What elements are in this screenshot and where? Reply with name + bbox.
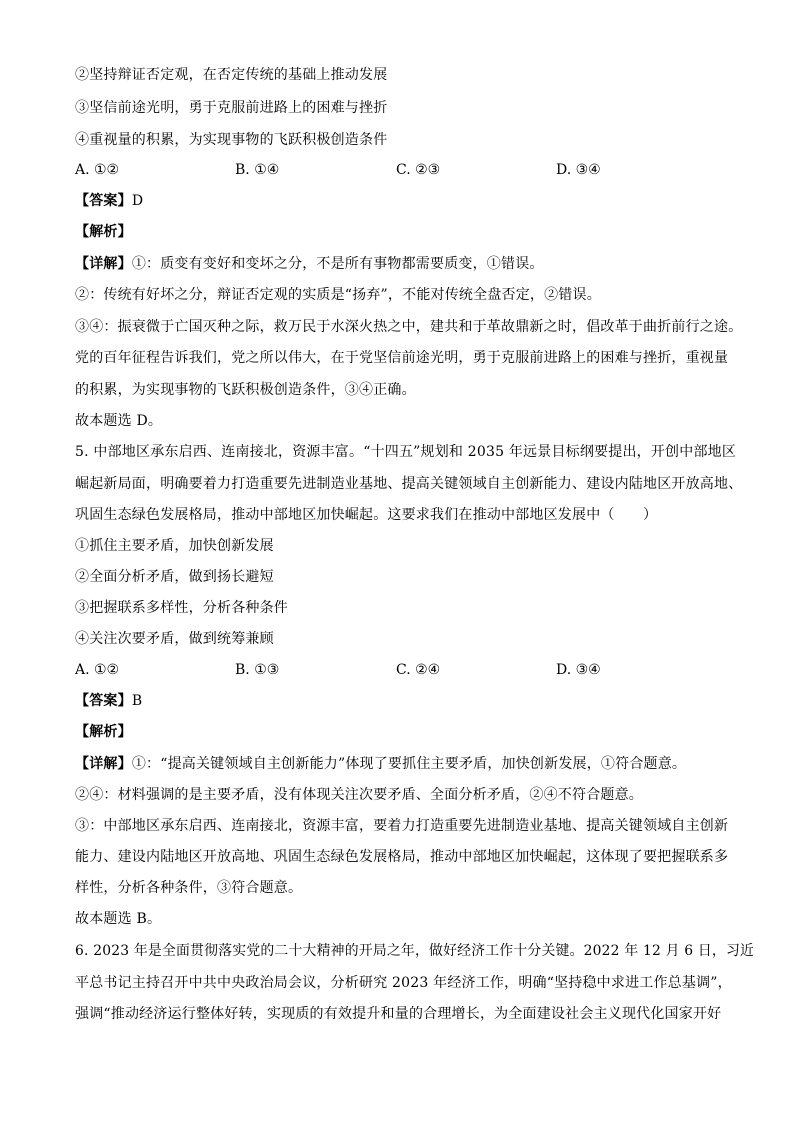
- q5-detail-line: ②④：材料强调的是主要矛盾，没有体现关注次要矛盾、全面分析矛盾，②④不符合题意。: [75, 787, 643, 803]
- q4-option-c: C. ②③: [396, 162, 441, 178]
- q4-analysis-label: 【解析】: [75, 224, 132, 240]
- q4-answer-label: 【答案】: [75, 193, 132, 209]
- q5-detail-label: 【详解】: [75, 756, 132, 772]
- q5-detail-line: 样性，分析各种条件，③符合题意。: [75, 880, 303, 896]
- q4-detail-line: ②：传统有好坏之分，辩证否定观的实质是“扬弃”，不能对传统全盘否定，②错误。: [75, 287, 601, 303]
- q4-detail-line: 的积累，为实现事物的飞跃积极创造条件，③④正确。: [75, 382, 416, 398]
- q4-option-a: A. ①②: [75, 162, 120, 178]
- q5-detail-line: ③：中部地区承东启西、连南接北，资源丰富，要着力打造重要先进制造业基地、提高关键领域自主创新: [75, 818, 729, 834]
- q6-stem-line: 平总书记主持召开中共中央政治局会议，分析研究 2023 年经济工作，明确“坚持稳中求进工作总基调”，: [75, 975, 732, 991]
- q4-answer-value: D: [131, 193, 144, 209]
- q4-statement-3: ③坚信前途光明，勇于克服前进路上的困难与挫折: [75, 100, 388, 116]
- q6-stem-line: 6. 2023 年是全面贯彻落实党的二十大精神的开局之年，做好经济工作十分关键。2022 年 12 月 6 日，习近: [75, 943, 755, 959]
- q5-conclusion: 故本题选 B。: [75, 911, 162, 927]
- q5-detail-line: 能力、建设内陆地区开放高地、巩固生态绿色发展格局，推动中部地区加快崛起，这体现了要把握联系多: [75, 849, 729, 865]
- q4-detail-label: 【详解】: [75, 256, 132, 272]
- q4-statement-4: ④重视量的积累，为实现事物的飞跃积极创造条件: [75, 132, 388, 148]
- q5-statement-3: ③把握联系多样性，分析各种条件: [75, 600, 288, 616]
- q5-option-d: D. ③④: [556, 662, 601, 678]
- q6-stem-line: 强调“推动经济运行整体好转，实现质的有效提升和量的合理增长，为全面建设社会主义现代化国家开好: [75, 1006, 722, 1022]
- q4-statement-2: ②坚持辩证否定观，在否定传统的基础上推动发展: [75, 67, 388, 83]
- q5-statement-2: ②全面分析矛盾，做到扬长避短: [75, 569, 274, 585]
- q5-stem-line: 巩固生态绿色发展格局，推动中部地区加快崛起。这要求我们在推动中部地区发展中（ ）: [75, 507, 658, 523]
- q5-option-c: C. ②④: [396, 662, 441, 678]
- q5-stem-line: 5. 中部地区承东启西、连南接北，资源丰富。“十四五”规划和 2035 年远景目标纲要提出，开创中部地区: [75, 444, 737, 460]
- q4-answer: [75, 193, 143, 209]
- q4-option-d: D. ③④: [556, 162, 601, 178]
- q5-answer: [75, 693, 142, 709]
- q5-answer-value: B: [131, 693, 143, 709]
- q4-detail-line: 党的百年征程告诉我们，党之所以伟大，在于党坚信前途光明，勇于克服前进路上的困难与挫折，重视量: [75, 350, 729, 366]
- q5-answer-label: 【答案】: [75, 693, 132, 709]
- q5-analysis-label: 【解析】: [75, 724, 132, 740]
- q5-option-a: A. ①②: [75, 662, 120, 678]
- q5-statement-4: ④关注次要矛盾，做到统筹兼顾: [75, 631, 274, 647]
- q4-detail-line: ③④：振衰微于亡国灭种之际，救万民于水深火热之中，建共和于革故鼎新之时，倡改革于曲折前行之途。: [75, 319, 743, 335]
- q4-detail-line: 【详解】①：质变有变好和变坏之分，不是所有事物都需要质变，①错误。: [75, 256, 544, 272]
- q4-option-b: B. ①④: [235, 162, 280, 178]
- q5-statement-1: ①抓住主要矛盾，加快创新发展: [75, 538, 274, 554]
- q5-option-b: B. ①③: [235, 662, 280, 678]
- q5-stem-line: 崛起新局面，明确要着力打造重要先进制造业基地、提高关键领域自主创新能力、建设内陆地区开放高地、: [75, 476, 743, 492]
- q5-detail-line: 【详解】①：“提高关键领域自主创新能力”体现了要抓住主要矛盾，加快创新发展，①符合题意。: [75, 756, 687, 772]
- q4-conclusion: 故本题选 D。: [75, 413, 163, 429]
